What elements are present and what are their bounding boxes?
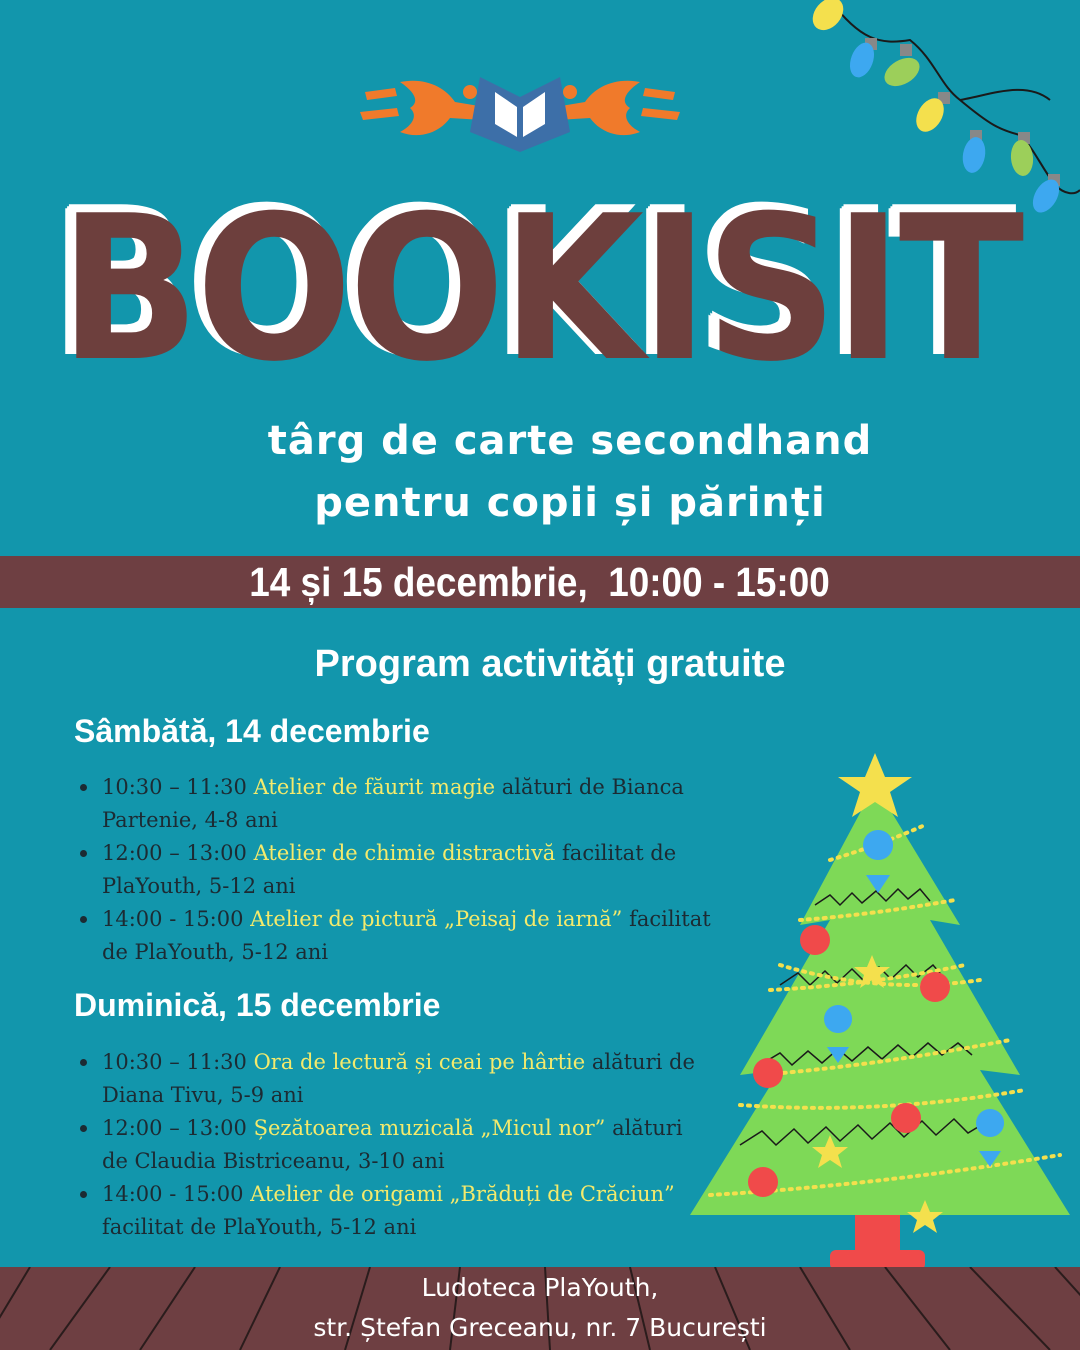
program-heading: Program activități gratuite — [314, 643, 786, 685]
date-band — [0, 556, 1080, 608]
activity-name: Atelier de făurit magie — [253, 775, 496, 799]
event-dates: 14 și 15 decembrie, 10:00 - 15:00 — [249, 559, 831, 605]
activity-time: 10:30 – 11:30 — [102, 1050, 247, 1074]
list-item — [102, 837, 712, 903]
subtitle-line-1: târg de carte secondhand — [267, 418, 873, 464]
activity-name: Ora de lectură și ceai pe hârtie — [253, 1050, 586, 1074]
activity-name: Șezătoarea muzicală „Micul nor” — [253, 1116, 606, 1140]
activity-name: Atelier de chimie distractivă — [253, 841, 556, 865]
venue-name: Ludoteca PlaYouth, — [421, 1273, 659, 1302]
activity-detail: facilitat de PlaYouth, 5-12 ani — [102, 1215, 417, 1239]
venue-street: str. Ștefan Greceanu, nr. 7 București — [313, 1313, 767, 1342]
activity-time: 14:00 - 15:00 — [102, 1182, 244, 1206]
activity-time: 12:00 – 13:00 — [102, 841, 247, 865]
activity-list-saturday — [102, 771, 712, 969]
activity-detail: alături de Bianca Partenie, 4-8 ani — [102, 775, 684, 832]
list-item — [102, 771, 712, 837]
activity-time: 14:00 - 15:00 — [102, 907, 244, 931]
day-heading-saturday: Sâmbătă, 14 decembrie — [74, 713, 430, 749]
open-book-icon — [355, 62, 685, 162]
activity-detail: facilitat de PlaYouth, 5-12 ani — [102, 841, 677, 898]
subtitle — [0, 410, 1080, 534]
logo-title: BOOKISIT — [59, 173, 1021, 406]
activity-time: 12:00 – 13:00 — [102, 1116, 247, 1140]
activity-time: 10:30 – 11:30 — [102, 775, 247, 799]
list-item — [102, 1178, 712, 1244]
venue-address — [0, 1268, 1080, 1348]
subtitle-line-2: pentru copii și părinți — [314, 480, 826, 526]
list-item — [102, 1046, 712, 1112]
list-item — [102, 903, 712, 969]
activity-detail: facilitat de PlaYouth, 5-12 ani — [102, 907, 711, 964]
day-heading-sunday: Duminică, 15 decembrie — [74, 987, 441, 1023]
list-item — [102, 1112, 712, 1178]
activity-list-sunday — [102, 1046, 712, 1244]
christmas-tree-icon — [680, 745, 1080, 1290]
activity-detail: alături de Diana Tivu, 5-9 ani — [102, 1050, 695, 1107]
activity-name: Atelier de origami „Brăduți de Crăciun” — [250, 1182, 675, 1206]
activity-name: Atelier de pictură „Peisaj de iarnă” — [250, 907, 623, 931]
activity-detail: alături de Claudia Bistriceanu, 3-10 ani — [102, 1116, 683, 1173]
